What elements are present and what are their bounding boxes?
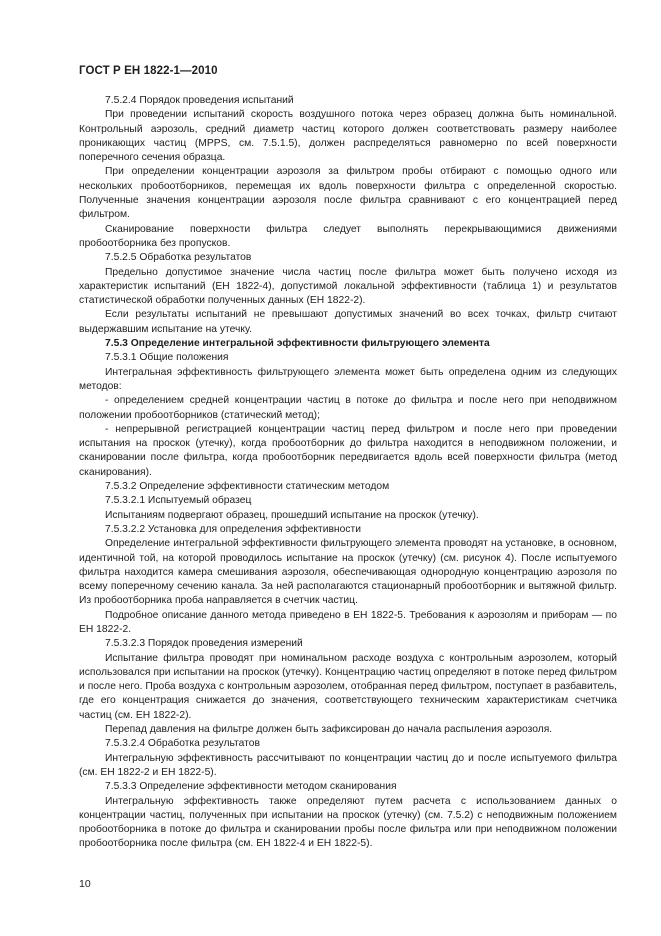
paragraph: Интегральная эффективность фильтрующего элемента может быть определена одним из следующих методов: — [79, 366, 617, 392]
section-heading-7-5-3-2: 7.5.3.2 Определение эффективности статическим методом — [105, 481, 390, 493]
section-heading-7-5-3-2-4: 7.5.3.2.4 Обработка результатов — [105, 738, 260, 750]
paragraph: При проведении испытаний скорость воздушного потока через образец должна быть номинальной. Контрольный аэрозоль, средний диаметр частиц которого должен соответствовать размеру наиболее проникающих частиц (MPPS, см. 7.5.1.5), должен распределяться равномерно по всей поверхности поперечного сечения образца. — [79, 109, 617, 164]
page-number: 10 — [79, 878, 91, 890]
paragraph: Перепад давления на фильтре должен быть зафиксирован до начала распыления аэрозоля. — [105, 724, 553, 736]
paragraph: При определении концентрации аэрозоля за фильтром пробы отбирают с помощью одного или нескольких пробоотборников, перемещая их вдоль поверхности фильтра с определенной скоростью. Полученные значения концентрации аэрозоля после фильтра сравнивают с его концентрацией перед фильтром. — [79, 166, 617, 221]
document-body — [79, 94, 617, 852]
paragraph: Подробное описание данного метода приведено в ЕН 1822-5. Требования к аэрозолям и приборам — по ЕН 1822-2. — [79, 609, 617, 635]
section-heading-7-5-2-5: 7.5.2.5 Обработка результатов — [105, 252, 252, 264]
list-item: - определением средней концентрации частиц в потоке до фильтра и после него при неподвижном положении пробоотборников (статический метод); — [79, 395, 617, 421]
section-heading-7-5-3: 7.5.3 Определение интегральной эффективности фильтрующего элемента — [105, 338, 490, 350]
paragraph: Определение интегральной эффективности фильтрующего элемента проводят на установке, в основном, идентичной той, на которой проводилось испытание на проскок (утечку) (см. рисунок 4). После испытуемого фильтра находится камера смешивания аэрозоля, обеспечивающая однородную концентрацию аэрозоля по всему поперечному сечению канала. За ней располагаются стационарный пробоотборник и вытяжной фильтр. Из пробоотборника проба направляется в счетчик частиц. — [79, 538, 617, 607]
paragraph: Предельно допустимое значение числа частиц после фильтра может быть получено исходя из характеристик испытаний (ЕН 1822-4), допустимой локальной эффективности (таблица 1) и результатов статистической обработки полученных данных (ЕН 1822-2). — [79, 266, 617, 307]
list-item: - непрерывной регистрацией концентрации частиц перед фильтром и после него при проведении испытания на проскок (утечку), когда пробоотборник до фильтра находится в неподвижном положении, и сканировании после фильтра, когда пробоотборник передвигается вдоль всей поверхности фильтра (метод сканирования). — [79, 423, 617, 478]
section-heading-7-5-3-2-2: 7.5.3.2.2 Установка для определения эффективности — [105, 523, 361, 535]
document-header: ГОСТ Р ЕН 1822-1—2010 — [79, 65, 218, 77]
section-heading-7-5-2-4: 7.5.2.4 Порядок проведения испытаний — [105, 95, 294, 106]
paragraph: Сканирование поверхности фильтра следует выполнять перекрывающимися движениями пробоотборника без пропусков. — [79, 223, 617, 249]
paragraph: Интегральную эффективность рассчитывают по концентрации частиц до и после испытуемого фильтра (см. ЕН 1822-2 и ЕН 1822-5). — [79, 752, 617, 778]
paragraph: Испытание фильтра проводят при номинальном расходе воздуха с контрольным аэрозолем, который использовался при испытании на проскок (утечку). Концентрацию частиц определяют в потоке перед фильтром и после него. Проба воздуха с контрольным аэрозолем, отобранная перед фильтром, поступает в разбавитель, где его концентрация снижается до значения, соответствующего техническим характеристикам счетчика частиц (см. ЕН 1822-2). — [79, 652, 617, 721]
section-heading-7-5-3-3: 7.5.3.3 Определение эффективности методом сканирования — [105, 781, 397, 793]
paragraph: Интегральную эффективность также определяют путем расчета с использованием данных о концентрации частиц, полученных при испытании на проскок (утечку) (см. 7.5.2) с неподвижным положением пробоотборника в потоке до фильтра и сканировании пробы после фильтра или при неподвижном положении пробоотборника после фильтра (см. ЕН 1822-4 и ЕН 1822-5). — [79, 795, 617, 850]
section-heading-7-5-3-1: 7.5.3.1 Общие положения — [105, 352, 229, 364]
paragraph: Если результаты испытаний не превышают допустимых значений во всех точках, фильтр считают выдержавшим испытание на утечку. — [79, 309, 617, 335]
section-heading-7-5-3-2-1: 7.5.3.2.1 Испытуемый образец — [105, 495, 252, 507]
section-heading-7-5-3-2-3: 7.5.3.2.3 Порядок проведения измерений — [105, 638, 303, 650]
paragraph: Испытаниям подвергают образец, прошедший испытание на проскок (утечку). — [105, 509, 479, 521]
